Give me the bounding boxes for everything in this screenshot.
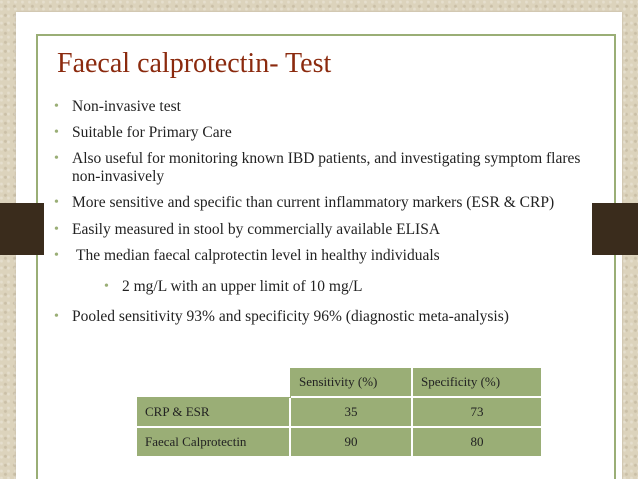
sub-bullet-item [104, 278, 594, 296]
bullet-item [54, 247, 594, 265]
table-header-cell: Sensitivity (%) [290, 368, 412, 397]
left-tab-decoration [0, 203, 44, 255]
bullet-icon: • [54, 309, 59, 324]
bullet-icon: • [54, 248, 59, 263]
bullet-icon: • [54, 125, 59, 140]
bullet-item [54, 308, 594, 326]
bullet-text: Non-invasive test [72, 98, 181, 115]
bullet-text: More sensitive and specific than current inflammatory markers (ESR & CRP) [72, 194, 555, 211]
bullet-text: Suitable for Primary Care [72, 124, 232, 141]
table-cell: 80 [412, 427, 542, 457]
bullet-item [54, 150, 594, 186]
table-row [137, 397, 542, 427]
bullet-text: The median faecal calprotectin level in healthy individuals [76, 247, 440, 264]
bullet-icon: • [54, 195, 59, 210]
slide-title: Faecal calprotectin- Test [57, 48, 332, 79]
table-header-row [137, 368, 542, 397]
bullet-text: 2 mg/L with an upper limit of 10 mg/L [122, 278, 363, 295]
bullet-item [54, 194, 594, 212]
bullet-icon: • [104, 279, 109, 294]
table-cell: 35 [290, 397, 412, 427]
table-cell: Faecal Calprotectin [137, 427, 290, 457]
bullet-text: Easily measured in stool by commercially available ELISA [72, 221, 441, 238]
bullet-text: Also useful for monitoring known IBD patients, and investigating symptom flares non-invasively [72, 150, 581, 185]
table-cell: 90 [290, 427, 412, 457]
bullet-list [54, 98, 594, 326]
bullet-icon: • [54, 99, 59, 114]
table-cell: CRP & ESR [137, 397, 290, 427]
bullet-icon: • [54, 151, 59, 166]
table-cell: 73 [412, 397, 542, 427]
table-header-cell: Specificity (%) [412, 368, 542, 397]
right-tab-decoration [592, 203, 638, 255]
table-header-cell [137, 368, 290, 397]
bullet-item [54, 221, 594, 239]
table-row [137, 427, 542, 457]
bullet-text: Pooled sensitivity 93% and specificity 96% (diagnostic meta-analysis) [72, 308, 509, 325]
bullet-item [54, 124, 594, 142]
bullet-item [54, 98, 594, 116]
comparison-table [137, 368, 543, 458]
bullet-icon: • [54, 222, 59, 237]
